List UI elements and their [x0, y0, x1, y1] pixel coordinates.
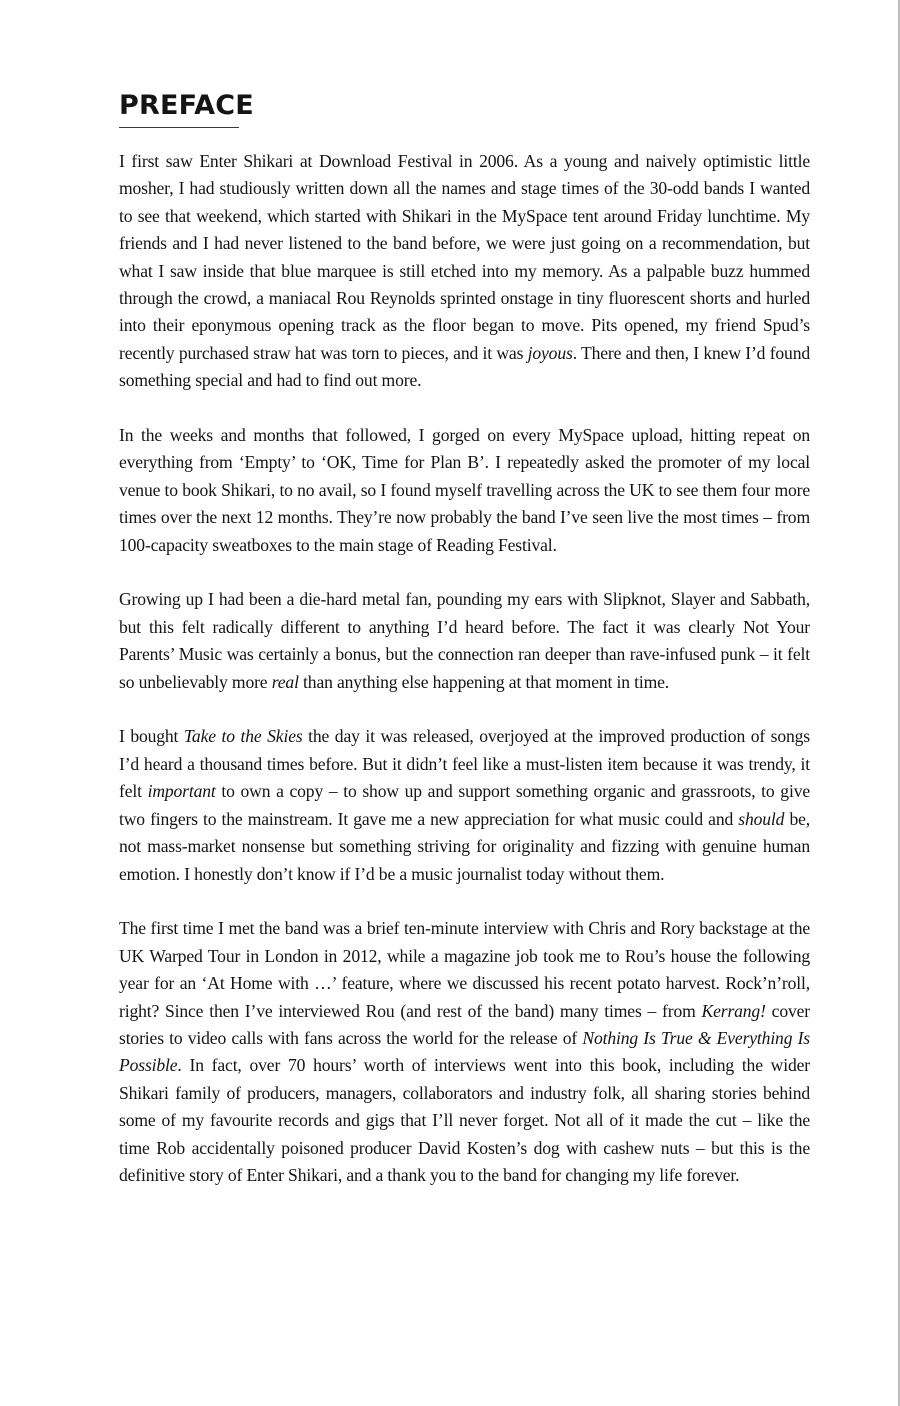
text-segment: The first time I met the band was a brief ten-minute interview with Chris and Rory backstage at the UK Warped Tour in London in 2012, while a magazine job took me to Rou’s house the following year for an ‘At Home with …’ feature, where we discussed his recent potato harvest. Rock’n’roll, right? Since then I’ve interviewed Rou (and rest of the band) many times – from: [119, 918, 810, 1021]
text-segment: . There and then, I knew I’d found something special and had to find out more.: [119, 342, 810, 391]
italic-segment: real: [271, 671, 299, 692]
text-segment: I bought: [119, 726, 184, 747]
italic-segment: Nothing Is True & Everything Is Possible: [119, 1027, 811, 1076]
italic-segment: joyous: [527, 342, 573, 363]
text-segment: cover stories to video calls with fans across the world for the release of: [119, 1000, 810, 1048]
paragraph-3: [119, 586, 810, 696]
paragraph-5: [119, 915, 810, 1189]
paragraph-1: [119, 148, 810, 395]
text-segment: I first saw Enter Shikari at Download Festival in 2006. As a young and naively optimistic little mosher, I had studiously written down all the names and stage times of the 30-odd bands I wanted to see that weekend, which started with Shikari in the MySpace tent around Friday lunchtime. My friends and I had never listened to the band before, we were just going on a recommendation, but what I saw inside that blue marquee is still etched into my memory. As a palpable buzz hummed through the crowd, a maniacal Rou Reynolds sprinted onstage in tiny fluorescent shorts and hurled into their eponymous opening track as the floor began to move. Pits opened, my friend Spud’s recently purchased straw hat was torn to pieces, and it was: [119, 151, 810, 363]
paragraph-4: [119, 723, 810, 887]
italic-segment: should: [738, 808, 785, 829]
text-segment: . In fact, over 70 hours’ worth of interviews went into this book, including the wider Shikari family of producers, managers, collaborators and industry folk, all sharing stories behind some of my favourite records and gigs that I’ll never forget. Not all of it made the cut – like the time Rob accidentally poisoned producer David Kosten’s dog with cashew nuts – but this is the definitive story of Enter Shikari, and a thank you to the band for changing my life forever.: [119, 1055, 810, 1185]
chapter-title: PREFACE: [119, 90, 254, 121]
italic-segment: important: [147, 781, 216, 802]
text-segment: to own a copy – to show up and support something organic and grassroots, to give two fingers to the mainstream. It gave me a new appreciation for what music could and: [119, 781, 810, 829]
text-segment: In the weeks and months that followed, I gorged on every MySpace upload, hitting repeat on everything from ‘Empty’ to ‘OK, Time for Plan B’. I repeatedly asked the promoter of my local venue to book Shikari, to no avail, so I found myself travelling across the UK to see them four more times over the next 12 months. They’re now probably the band I’ve seen live the most times – from 100-capacity sweatboxes to the main stage of Reading Festival.: [119, 425, 810, 555]
text-segment: the day it was released, overjoyed at the improved production of songs I’d heard a thousand times before. But it didn’t feel like a must-listen item because it was trendy, it felt: [119, 726, 810, 802]
text-segment: than anything else happening at that moment in time.: [298, 671, 670, 692]
paragraph-2: [119, 422, 810, 559]
book-page: [119, 88, 810, 1217]
title-underline: [119, 127, 239, 128]
italic-segment: Take to the Skies: [183, 726, 303, 747]
text-segment: be, not mass-market nonsense but something striving for originality and fizzing with genuine human emotion. I honestly don’t know if I’d be a music journalist today without them.: [119, 808, 810, 884]
italic-segment: Kerrang!: [701, 1000, 766, 1021]
text-segment: Growing up I had been a die-hard metal fan, pounding my ears with Slipknot, Slayer and Sabbath, but this felt radically different to anything I’d heard before. The fact it was clearly Not Your Parents’ Music was certainly a bonus, but the connection ran deeper than rave-infused punk – it felt so unbelievably more: [119, 589, 810, 692]
